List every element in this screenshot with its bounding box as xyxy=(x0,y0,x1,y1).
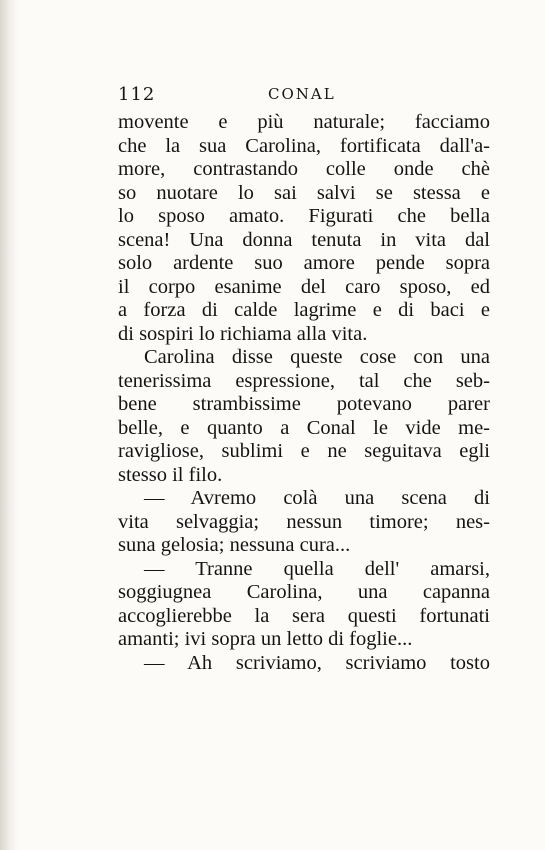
page-number: 112 xyxy=(118,84,156,105)
text-line: a forza di calde lagrime e di baci e xyxy=(118,299,490,321)
page-header xyxy=(118,84,490,106)
text-line: accoglierebbe la sera questi fortunati xyxy=(118,604,490,627)
body-text xyxy=(118,111,490,675)
text-line: bene strambissime potevano parer xyxy=(118,393,490,415)
text-line: soggiugnea Carolina, una capanna xyxy=(118,581,490,603)
text-line: ravigliose, sublimi e ne seguitava egli xyxy=(118,440,490,462)
text-line: — Tranne quella dell' amarsi, xyxy=(144,557,490,580)
text-line: Carolina disse queste cose con una xyxy=(144,346,490,368)
text-line: scena! Una donna tenuta in vita dal xyxy=(118,228,490,251)
text-line: lo sposo amato. Figurati che bella xyxy=(118,205,490,227)
text-line: il corpo esanime del caro sposo, ed xyxy=(118,275,490,298)
text-line: amanti; ivi sopra un letto di foglie... xyxy=(118,628,413,650)
text-line: che la sua Carolina, fortificata dall'a- xyxy=(118,134,490,157)
text-line: movente e più naturale; facciamo xyxy=(118,111,490,133)
text-line: so nuotare lo sai salvi se stessa e xyxy=(118,181,490,204)
text-line: tenerissima espressione, tal che seb- xyxy=(118,369,490,392)
text-line: belle, e quanto a Conal le vide me- xyxy=(118,416,490,439)
text-line: solo ardente suo amore pende sopra xyxy=(118,252,490,274)
text-line: vita selvaggia; nessun timore; nes- xyxy=(118,510,490,533)
text-line: stesso il filo. xyxy=(118,463,223,486)
text-line: suna gelosia; nessuna cura... xyxy=(118,534,351,556)
page-gutter-shadow xyxy=(0,0,18,850)
text-line: — Ah scriviamo, scriviamo tosto xyxy=(144,651,490,674)
running-title: CONAL xyxy=(268,85,336,103)
text-line: — Avremo colà una scena di xyxy=(144,487,490,509)
text-line: more, contrastando colle onde chè xyxy=(118,158,490,180)
text-line: di sospiri lo richiama alla vita. xyxy=(118,322,368,345)
